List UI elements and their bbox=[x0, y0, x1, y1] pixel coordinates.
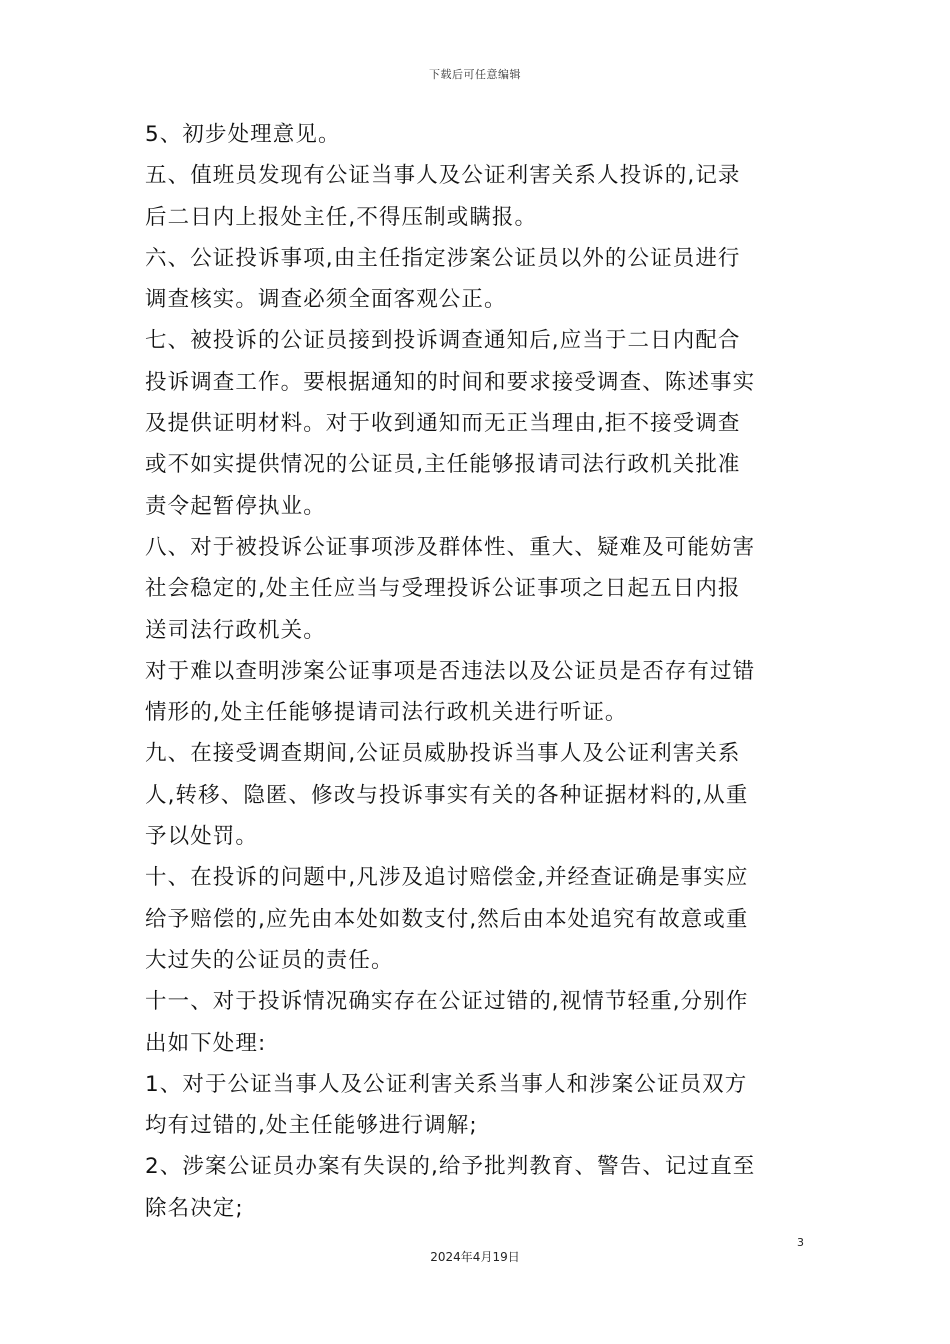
body-line: 送司法行政机关。 bbox=[145, 617, 326, 643]
body-line: 责令起暂停执业。 bbox=[145, 493, 326, 519]
body-line: 1、对于公证当事人及公证利害关系当事人和涉案公证员双方 bbox=[145, 1071, 748, 1097]
page-number: 3 bbox=[797, 1236, 804, 1249]
body-line: 六、公证投诉事项,由主任指定涉案公证员以外的公证员进行 bbox=[145, 245, 741, 271]
body-line: 均有过错的,处主任能够进行调解; bbox=[145, 1113, 478, 1139]
body-line: 出如下处理: bbox=[145, 1030, 267, 1056]
body-line: 五、值班员发现有公证当事人及公证利害关系人投诉的,记录 bbox=[145, 163, 741, 189]
body-line: 大过失的公证员的责任。 bbox=[145, 947, 394, 973]
body-line: 十一、对于投诉情况确实存在公证过错的,视情节轻重,分别作 bbox=[145, 989, 749, 1015]
body-line: 投诉调查工作。要根据通知的时间和要求接受调查、陈述事实 bbox=[145, 369, 756, 395]
body-line: 后二日内上报处主任,不得压制或瞒报。 bbox=[145, 204, 538, 230]
body-line: 给予赔偿的,应先由本处如数支付,然后由本处追究有故意或重 bbox=[145, 906, 749, 932]
body-line: 调查核实。调查必须全面客观公正。 bbox=[145, 287, 507, 313]
footer-date: 2024年4月19日 bbox=[430, 1250, 520, 1264]
body-line: 九、在接受调查期间,公证员威胁投诉当事人及公证利害关系 bbox=[145, 741, 741, 767]
body-line: 除名决定; bbox=[145, 1195, 244, 1221]
body-line: 对于难以查明涉案公证事项是否违法以及公证员是否存有过错 bbox=[145, 658, 756, 684]
body-line: 或不如实提供情况的公证员,主任能够报请司法行政机关批准 bbox=[145, 452, 741, 478]
body-line: 十、在投诉的问题中,凡涉及追讨赔偿金,并经查证确是事实应 bbox=[145, 865, 749, 891]
body-line: 及提供证明材料。对于收到通知而无正当理由,拒不接受调查 bbox=[145, 411, 741, 437]
body-line: 予以处罚。 bbox=[145, 824, 259, 850]
body-line: 情形的,处主任能够提请司法行政机关进行听证。 bbox=[145, 700, 628, 726]
body-line: 2、涉案公证员办案有失误的,给予批判教育、警告、记过直至 bbox=[145, 1154, 756, 1180]
document-body bbox=[145, 114, 805, 1229]
body-line: 七、被投诉的公证员接到投诉调查通知后,应当于二日内配合 bbox=[145, 328, 741, 354]
body-line: 八、对于被投诉公证事项涉及群体性、重大、疑难及可能妨害 bbox=[145, 534, 756, 560]
body-line: 社会稳定的,处主任应当与受理投诉公证事项之日起五日内报 bbox=[145, 576, 741, 602]
body-line: 人,转移、隐匿、修改与投诉事实有关的各种证据材料的,从重 bbox=[145, 782, 749, 808]
page-header: 下载后可任意编辑 bbox=[429, 68, 521, 81]
body-line: 5、初步处理意见。 bbox=[145, 122, 341, 147]
